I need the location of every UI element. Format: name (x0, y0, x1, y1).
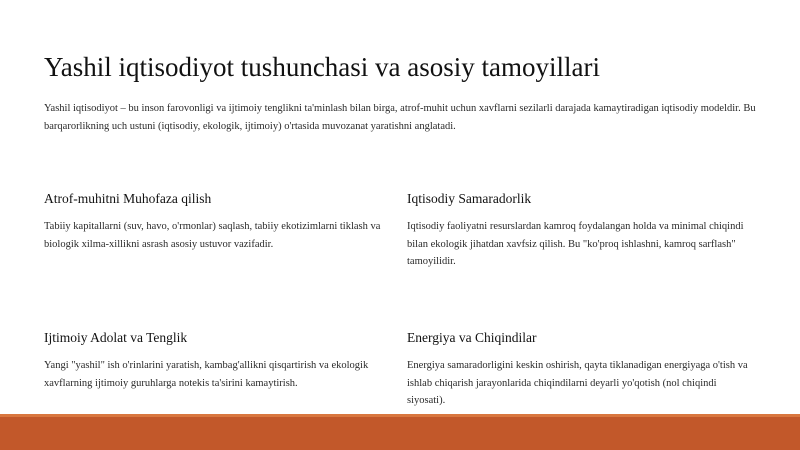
card-heading: Atrof-muhitni Muhofaza qilish (44, 191, 212, 206)
card-text: Energiya samaradorligini keskin oshirish, qayta tiklanadigan energiyaga o'tish va ishlab chiqarish jarayonlarida chiqindilarni deyarli yo'qotish (nol chiqindi siyosati). (407, 360, 748, 406)
principle-card-social (44, 329, 394, 392)
card-text: Iqtisodiy faoliyatni resurslardan kamroq foydalangan holda va minimal chiqindi bilan ekologik jihatdan xavfsiz qilish. Bu "ko'proq ishlashni, kamroq sarflash" tamoyilidir. (407, 221, 744, 267)
card-heading: Ijtimoiy Adolat va Tenglik (44, 330, 188, 345)
principle-card-environment (44, 190, 394, 253)
principle-card-energy (407, 329, 757, 410)
intro-paragraph: Yashil iqtisodiyot – bu inson farovonligi va ijtimoiy tenglikni ta'minlash bilan birga, atrof-muhit uchun xavflarni sezilarli darajada kamaytiradigan iqtisodiy modeldir. Bu barqarorlikning uch ustuni (iqtisodiy, ekologik, ijtimoiy) o'rtasida muvozanat yaratishni anglatadi. (44, 103, 756, 132)
principle-card-economic (407, 190, 757, 271)
card-text: Yangi "yashil" ish o'rinlarini yaratish, kambag'allikni qisqartirish va ekologik xavflarning ijtimoiy guruhlarga notekis ta'sirini kamaytirish. (44, 360, 369, 389)
card-heading: Iqtisodiy Samaradorlik (407, 191, 532, 206)
card-heading: Energiya va Chiqindilar (407, 330, 537, 345)
slide-title: Yashil iqtisodiyot tushunchasi va asosiy tamoyillari (44, 52, 600, 82)
card-text: Tabiiy kapitallarni (suv, havo, o'rmonlar) saqlash, tabiiy ekotizimlarni tiklash va biologik xilma-xillikni asrash asosiy ustuvor vazifadir. (44, 221, 381, 250)
footer-accent-bar (0, 414, 800, 450)
